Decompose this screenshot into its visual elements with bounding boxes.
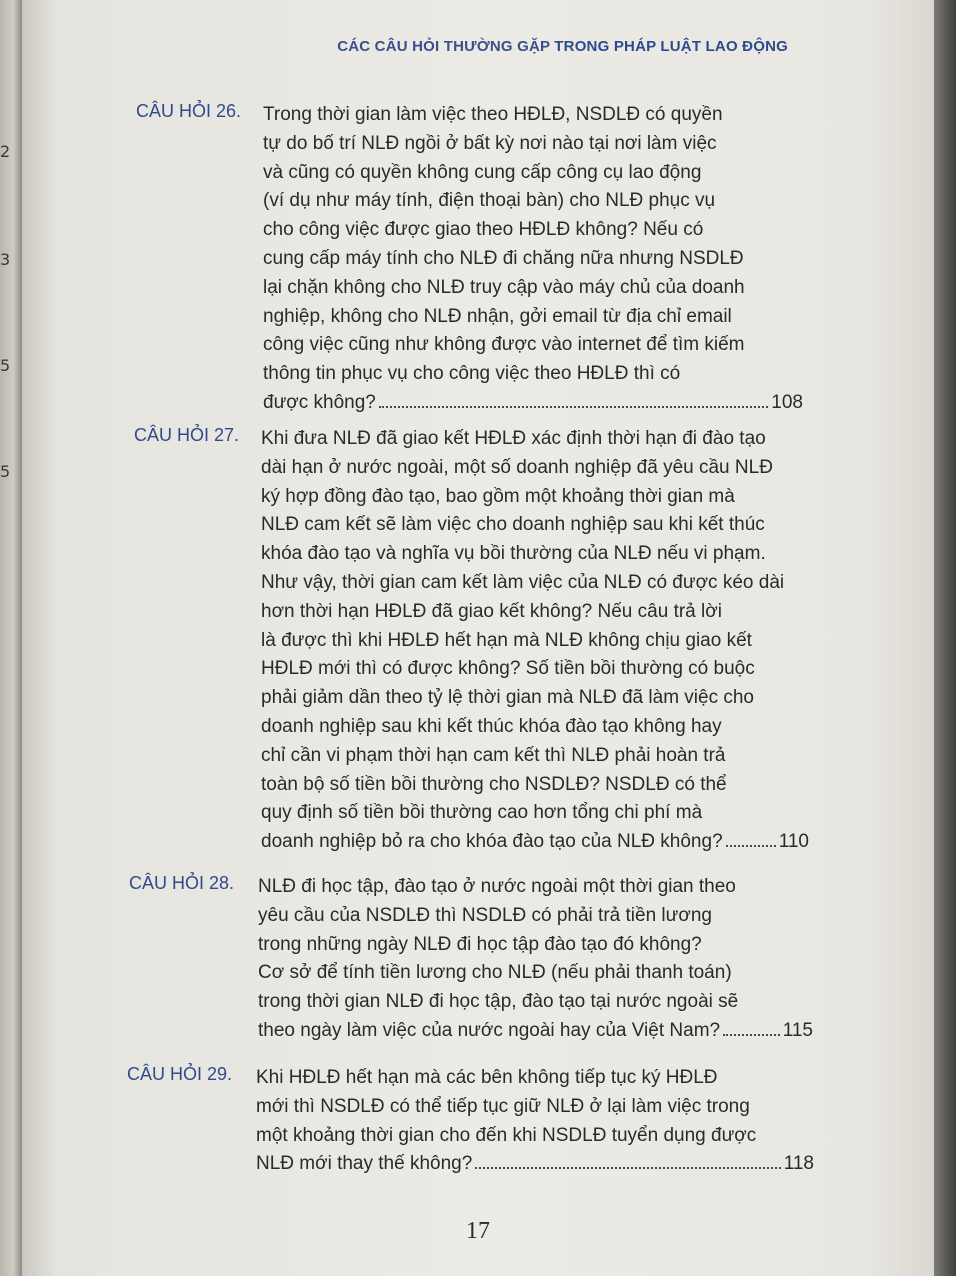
text-line: công việc cũng như không được vào internet để tìm kiếm: [263, 334, 745, 356]
running-header: [337, 38, 788, 55]
text-line: yêu cầu của NSDLĐ thì NSDLĐ có phải trả tiền lương: [258, 904, 712, 926]
text-line: NLĐ cam kết sẽ làm việc cho doanh nghiệp sau khi kết thúc: [261, 514, 765, 536]
question-label: CÂU HỎI 28.: [129, 873, 235, 893]
page-reference: 110: [778, 831, 809, 853]
text-line: Khi HĐLĐ hết hạn mà các bên không tiếp tục ký HĐLĐ: [256, 1067, 718, 1088]
dot-leader: [723, 1034, 780, 1036]
text-line: cung cấp máy tính cho NLĐ đi chăng nữa nhưng NSDLĐ: [263, 247, 744, 269]
adjacent-page-edge: [0, 0, 22, 1276]
text-line: chỉ cần vi phạm thời hạn cam kết thì NLĐ phải hoàn trả: [261, 744, 726, 766]
text-line: doanh nghiệp bỏ ra cho khóa đào tạo của NLĐ không?: [261, 831, 723, 853]
edge-number: 5: [0, 462, 11, 481]
text-line: Cơ sở để tính tiền lương cho NLĐ (nếu phải thanh toán): [258, 962, 732, 984]
text-line: mới thì NSDLĐ có thể tiếp tục giữ NLĐ ở lại làm việc trong: [256, 1095, 750, 1117]
text-line: (ví dụ như máy tính, điện thoại bàn) cho NLĐ phục vụ: [263, 190, 716, 212]
page-number: 17: [466, 1218, 490, 1244]
text-line: một khoảng thời gian cho đến khi NSDLĐ tuyển dụng được: [256, 1124, 757, 1146]
question-label: CÂU HỎI 27.: [134, 425, 240, 445]
edge-number: 2: [0, 142, 11, 161]
edge-number: 3: [0, 250, 11, 269]
text-line: Trong thời gian làm việc theo HĐLĐ, NSDLĐ có quyền: [263, 104, 723, 125]
text-line: trong thời gian NLĐ đi học tập, đào tạo tại nước ngoài sẽ: [258, 991, 739, 1013]
header-part-1: CÁC CÂU HỎI THƯỜNG GẶP: [337, 38, 550, 55]
text-line: lại chặn không cho NLĐ truy cập vào máy chủ của doanh: [263, 276, 745, 298]
question-text: [263, 101, 803, 418]
text-line: cho công việc được giao theo HĐLĐ không? Nếu có: [263, 219, 704, 241]
header-part-2: TRONG PHÁP LUẬT LAO ĐỘNG: [554, 38, 788, 55]
edge-number: 5: [0, 356, 11, 375]
text-line: HĐLĐ mới thì có được không? Số tiền bồi thường có buộc: [261, 658, 755, 680]
dot-leader: [379, 406, 768, 408]
question-label: CÂU HỎI 29.: [127, 1064, 233, 1084]
text-line: thông tin phục vụ cho công việc theo HĐLĐ thì có: [263, 363, 681, 385]
text-line: doanh nghiệp sau khi kết thúc khóa đào tạo không hay: [261, 715, 722, 737]
text-line: phải giảm dần theo tỷ lệ thời gian mà NLĐ đã làm việc cho: [261, 687, 754, 709]
last-line-with-leader: [261, 828, 809, 857]
question-text: [261, 425, 809, 857]
text-line: toàn bộ số tiền bồi thường cho NSDLĐ? NSDLĐ có thể: [261, 773, 727, 795]
question-text: [256, 1064, 814, 1179]
background-edge: [934, 0, 956, 1276]
text-line: ký hợp đồng đào tạo, bao gồm một khoảng thời gian mà: [261, 485, 735, 507]
text-line: được không?: [263, 391, 376, 413]
text-line: Như vậy, thời gian cam kết làm việc của NLĐ có được kéo dài: [261, 571, 785, 593]
text-line: tự do bố trí NLĐ ngồi ở bất kỳ nơi nào tại nơi làm việc: [263, 132, 717, 154]
text-line: quy định số tiền bồi thường cao hơn tổng chi phí mà: [261, 802, 703, 824]
text-line: dài hạn ở nước ngoài, một số doanh nghiệp đã yêu cầu NLĐ: [261, 456, 773, 478]
text-line: nghiệp, không cho NLĐ nhận, gởi email từ địa chỉ email: [263, 305, 732, 327]
last-line-with-leader: [263, 389, 803, 418]
question-label: CÂU HỎI 26.: [136, 101, 242, 121]
dot-leader: [726, 845, 776, 847]
text-line: theo ngày làm việc của nước ngoài hay của Việt Nam?: [258, 1019, 721, 1041]
book-page: [22, 0, 934, 1276]
text-line: hơn thời hạn HĐLĐ đã giao kết không? Nếu câu trả lời: [261, 600, 722, 622]
text-line: là được thì khi HĐLĐ hết hạn mà NLĐ không chịu giao kết: [261, 629, 752, 651]
page-reference: 108: [771, 391, 803, 413]
dot-leader: [475, 1167, 780, 1169]
text-line: NLĐ mới thay thế không?: [256, 1153, 473, 1175]
text-line: và cũng có quyền không cung cấp công cụ lao động: [263, 161, 702, 183]
page-reference: 118: [783, 1153, 814, 1175]
text-line: NLĐ đi học tập, đào tạo ở nước ngoài một thời gian theo: [258, 876, 736, 897]
text-line: Khi đưa NLĐ đã giao kết HĐLĐ xác định thời hạn đi đào tạo: [261, 428, 766, 449]
last-line-with-leader: [258, 1017, 813, 1046]
last-line-with-leader: [256, 1150, 814, 1179]
question-text: [258, 873, 813, 1046]
text-line: trong những ngày NLĐ đi học tập đào tạo đó không?: [258, 933, 702, 955]
page-reference: 115: [782, 1019, 813, 1041]
text-line: khóa đào tạo và nghĩa vụ bồi thường của NLĐ nếu vi phạm.: [261, 543, 766, 565]
